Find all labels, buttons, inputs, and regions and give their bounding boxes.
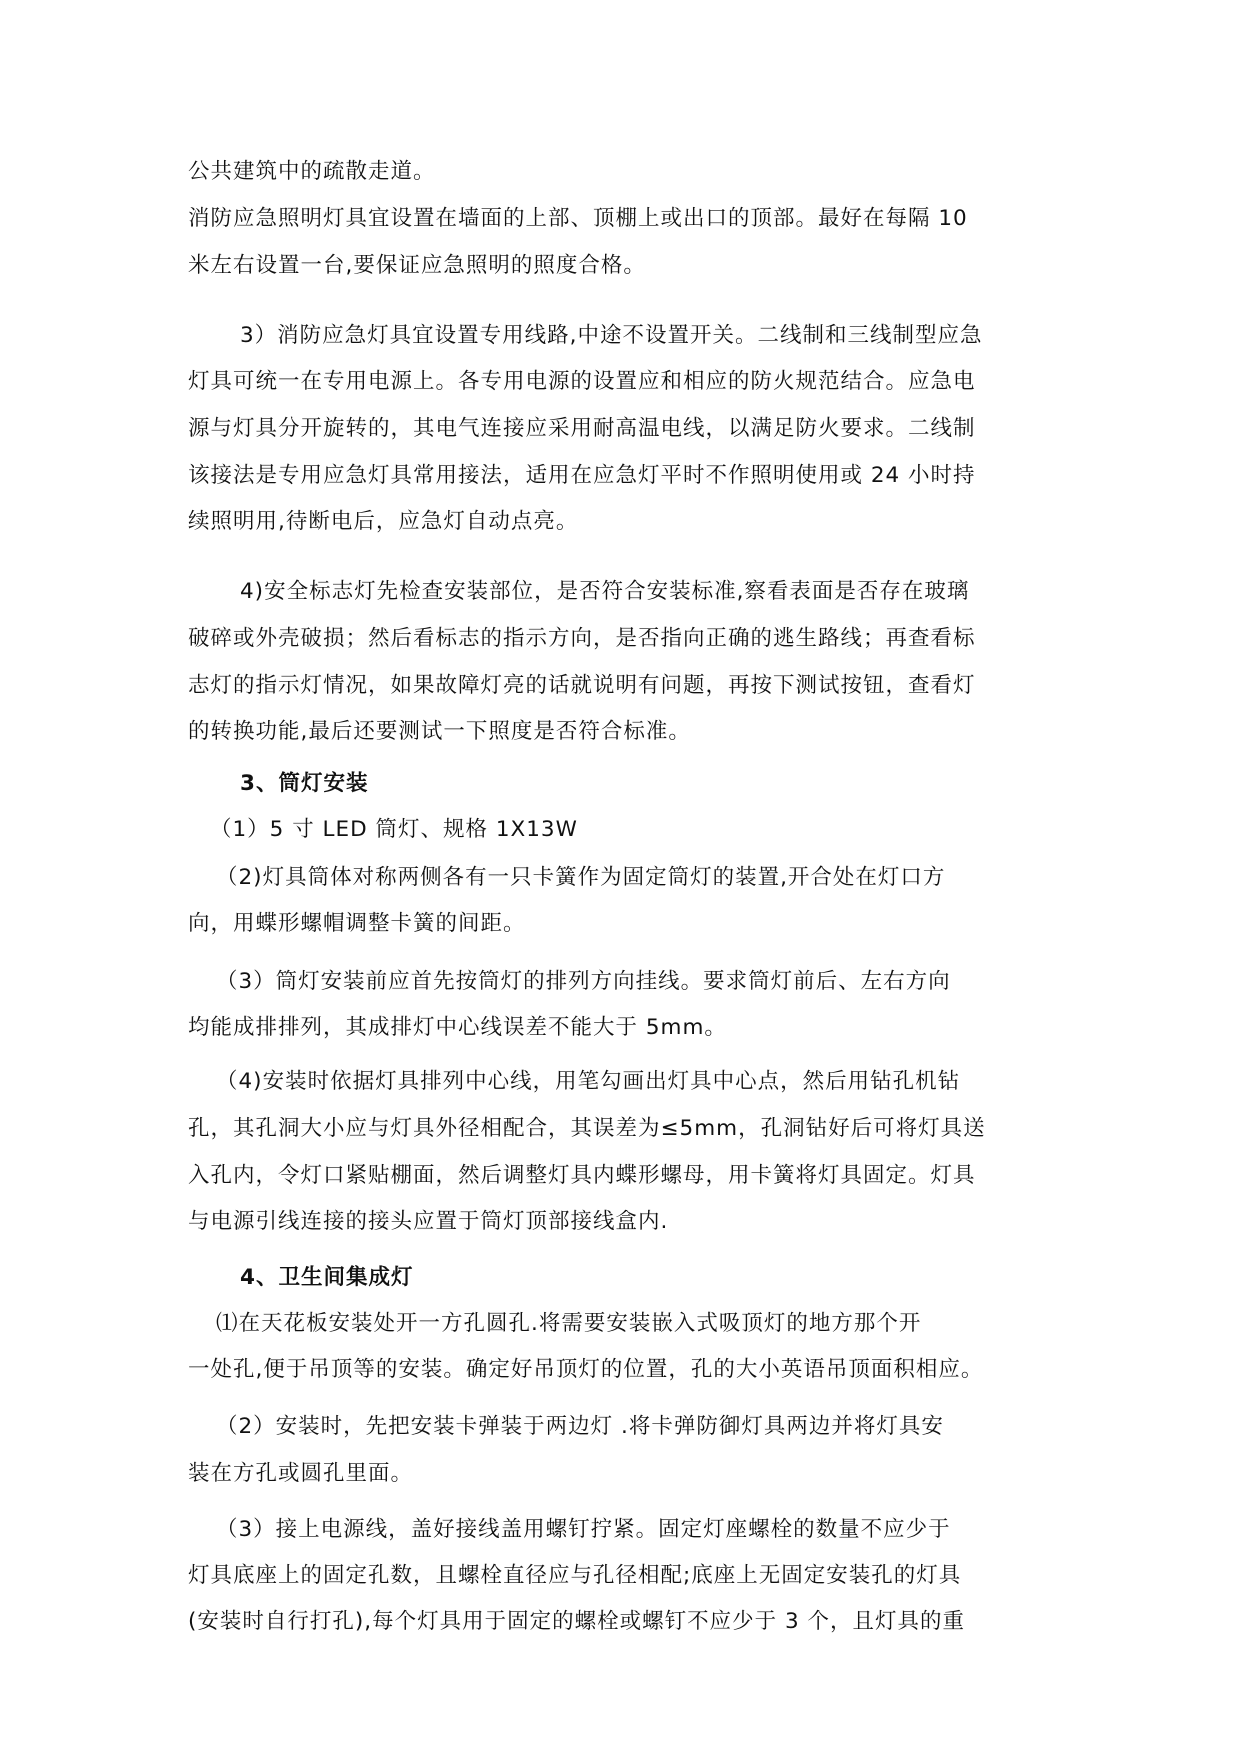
- text-line: 向，用蝶形螺帽调整卡簧的间距。: [188, 911, 526, 936]
- text-line: 孔，其孔洞大小应与灯具外径相配合，其误差为≤5mm，孔洞钻好后可将灯具送: [188, 1116, 986, 1141]
- text-line: 志灯的指示灯情况，如果故障灯亮的话就说明有问题，再按下测试按钮，查看灯: [188, 673, 976, 698]
- text-line: 均能成排排列，其成排灯中心线误差不能大于 5mm。: [188, 1015, 727, 1040]
- text-line: 3）消防应急灯具宜设置专用线路,中途不设置开关。二线制和三线制型应急: [240, 323, 983, 348]
- text-line: (安装时自行打孔),每个灯具用于固定的螺栓或螺钉不应少于 3 个，且灯具的重: [188, 1609, 965, 1634]
- text-line: 米左右设置一台,要保证应急照明的照度合格。: [188, 253, 646, 278]
- text-line: 装在方孔或圆孔里面。: [188, 1461, 414, 1486]
- text-line: 源与灯具分开旋转的，其电气连接应采用耐高温电线，以满足防火要求。二线制: [188, 416, 976, 441]
- text-line: 4)安全标志灯先检查安装部位，是否符合安装标准,察看表面是否存在玻璃: [240, 579, 970, 604]
- text-line: （3）接上电源线，盖好接线盖用螺钉拧紧。固定灯座螺栓的数量不应少于: [216, 1517, 951, 1542]
- text-line: 灯具底座上的固定孔数，且螺栓直径应与孔径相配;底座上无固定安装孔的灯具: [188, 1563, 962, 1588]
- section-heading: 3、筒灯安装: [240, 771, 369, 796]
- text-line: 一处孔,便于吊顶等的安装。确定好吊顶灯的位置，孔的大小英语吊顶面积相应。: [188, 1357, 984, 1382]
- text-line: 消防应急照明灯具宜设置在墙面的上部、顶棚上或出口的顶部。最好在每隔 10: [188, 206, 968, 231]
- text-line: （4)安装时依据灯具排列中心线，用笔勾画出灯具中心点，然后用钻孔机钻: [216, 1069, 961, 1094]
- text-line: 灯具可统一在专用电源上。各专用电源的设置应和相应的防火规范结合。应急电: [188, 369, 976, 394]
- text-line: 与电源引线连接的接头应置于筒灯顶部接线盒内.: [188, 1209, 669, 1234]
- text-line: （3）筒灯安装前应首先按筒灯的排列方向挂线。要求筒灯前后、左右方向: [216, 969, 951, 994]
- text-line: （1）5 寸 LED 筒灯、规格 1X13W: [210, 817, 578, 842]
- text-line: 入孔内，令灯口紧贴棚面，然后调整灯具内蝶形螺母，用卡簧将灯具固定。灯具: [188, 1163, 976, 1188]
- text-line: 该接法是专用应急灯具常用接法，适用在应急灯平时不作照明使用或 24 小时持: [188, 463, 976, 488]
- text-line: 续照明用,待断电后，应急灯自动点亮。: [188, 509, 579, 534]
- text-line: 的转换功能,最后还要测试一下照度是否符合标准。: [188, 719, 691, 744]
- text-line: ⑴在天花板安装处开一方孔圆孔.将需要安装嵌入式吸顶灯的地方那个开: [216, 1311, 922, 1336]
- text-line: 公共建筑中的疏散走道。: [188, 159, 436, 184]
- section-heading: 4、卫生间集成灯: [240, 1265, 414, 1290]
- text-line: （2）安装时，先把安装卡弹装于两边灯 .将卡弹防御灯具两边并将灯具安: [216, 1414, 944, 1439]
- text-line: 破碎或外壳破损；然后看标志的指示方向，是否指向正确的逃生路线；再查看标: [188, 626, 976, 651]
- text-line: （2)灯具筒体对称两侧各有一只卡簧作为固定筒灯的装置,开合处在灯口方: [216, 865, 946, 890]
